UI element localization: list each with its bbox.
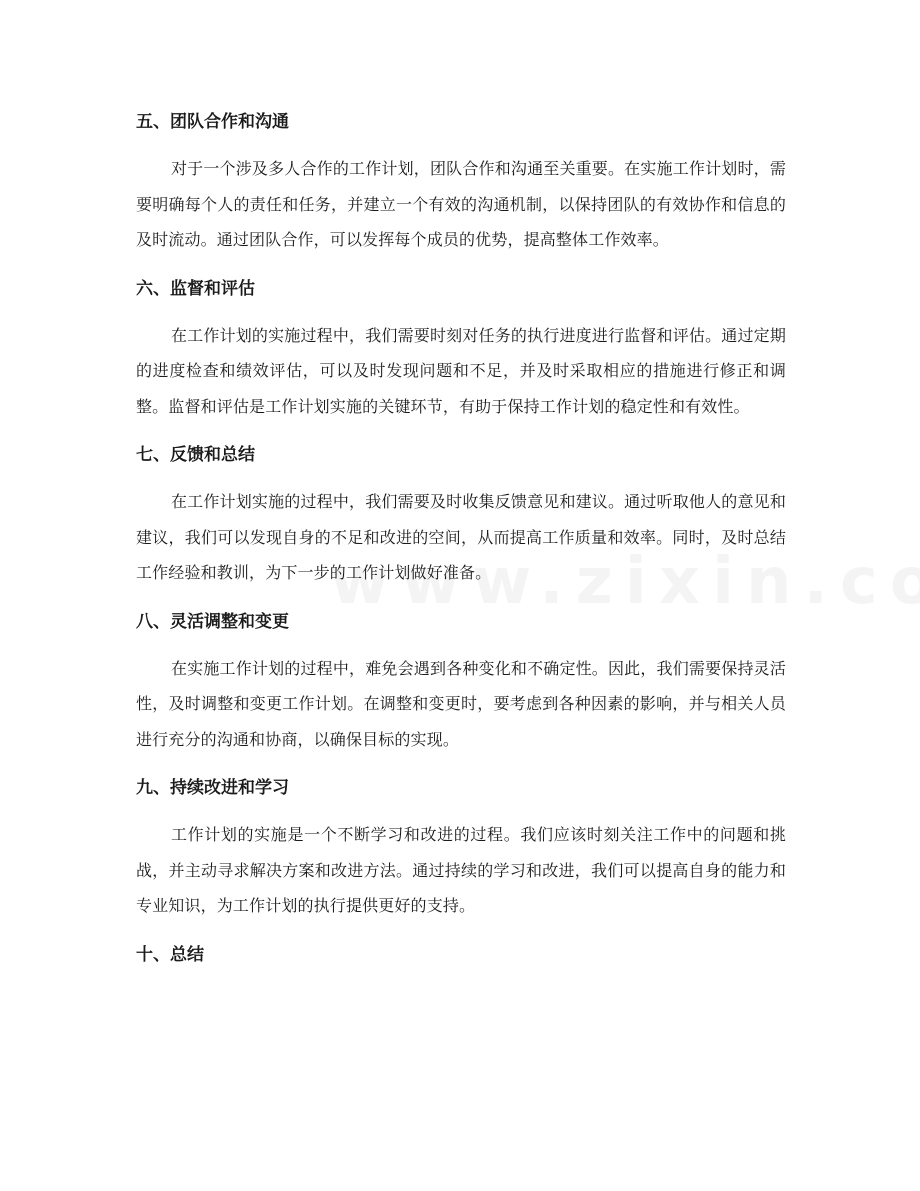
section-paragraph: 在工作计划的实施过程中，我们需要时刻对任务的执行进度进行监督和评估。通过定期的进度检查和绩效评估，可以及时发现问题和不足，并及时采取相应的措施进行修正和调整。监督和评估是工作计划实施的关键环节，有助于保持工作计划的稳定性和有效性。 [136, 325, 786, 416]
section-heading: 九、持续改进和学习 [136, 778, 289, 798]
section-heading: 十、总结 [136, 944, 204, 965]
section-heading: 八、灵活调整和变更 [136, 611, 289, 632]
section-heading: 六、监督和评估 [136, 278, 255, 299]
section-7 [136, 437, 786, 591]
section-paragraph: 在工作计划实施的过程中，我们需要及时收集反馈意见和建议。通过听取他人的意见和建议，我们可以发现自身的不足和改进的空间，从而提高工作质量和效率。同时，及时总结工作经验和教训，为下一步的工作计划做好准备。 [136, 492, 786, 582]
section-heading: 七、反馈和总结 [136, 445, 255, 465]
section-8 [136, 604, 786, 758]
section-6 [136, 271, 786, 425]
section-5 [136, 104, 786, 258]
section-paragraph: 在实施工作计划的过程中，难免会遇到各种变化和不确定性。因此，我们需要保持灵活性，及时调整和变更工作计划。在调整和变更时，要考虑到各种因素的影响，并与相关人员进行充分的沟通和协商，以确保目标的实现。 [136, 658, 786, 749]
section-heading: 五、团队合作和沟通 [136, 112, 289, 132]
document-body [136, 104, 786, 973]
section-10 [136, 937, 786, 973]
section-paragraph: 工作计划的实施是一个不断学习和改进的过程。我们应该时刻关注工作中的问题和挑战，并主动寻求解决方案和改进方法。通过持续的学习和改进，我们可以提高自身的能力和专业知识，为工作计划的执行提供更好的支持。 [136, 825, 786, 915]
section-9 [136, 770, 786, 924]
section-paragraph: 对于一个涉及多人合作的工作计划，团队合作和沟通至关重要。在实施工作计划时，需要明确每个人的责任和任务，并建立一个有效的沟通机制，以保持团队的有效协作和信息的及时流动。通过团队合作，可以发挥每个成员的优势，提高整体工作效率。 [136, 159, 786, 249]
